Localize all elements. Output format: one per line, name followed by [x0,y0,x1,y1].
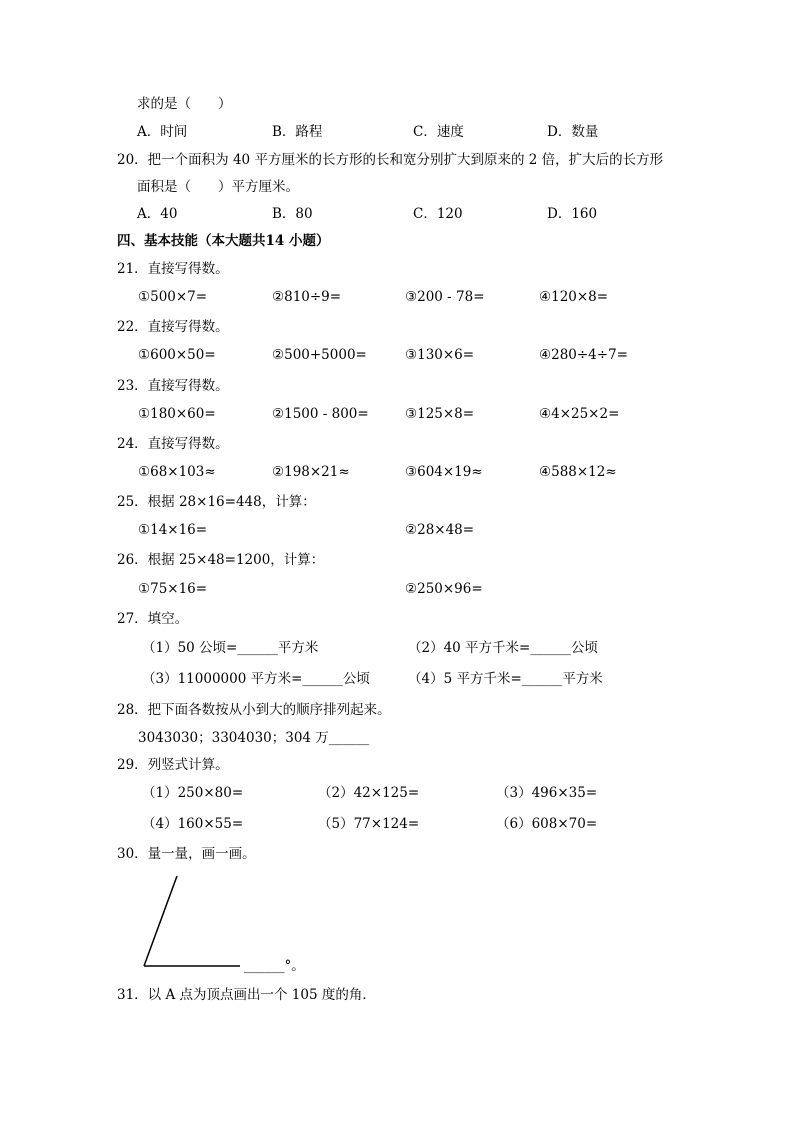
q28-numbers: 3043030；3304030；304 万______ [138,730,370,746]
q19-option-b: B．路程 [272,124,323,140]
section-heading: 四、基本技能（本大题共14 小题） [117,233,330,249]
q20-option-d: D．160 [547,206,598,222]
q20-line1: 20．把一个面积为 40 平方厘米的长方形的长和宽分别扩大到原来的 2 倍，扩大后的长方形 [117,152,664,168]
q30-stem: 30．量一量，画一画。 [117,846,256,862]
angle-figure [130,868,250,972]
q26-item-1: ①75×16= [138,581,208,597]
q28-stem: 28．把下面各数按从小到大的顺序排列起来。 [117,702,391,718]
q29-item-2: （2）42×125= [318,785,420,801]
q27-stem: 27．填空。 [117,611,189,627]
angle-ray-slanted [144,876,177,966]
q29-stem: 29．列竖式计算。 [117,757,229,773]
q19-option-a: A．时间 [137,124,188,140]
q29-item-5: （5）77×124= [318,816,420,832]
q26-item-2: ②250×96= [405,581,483,597]
q25-item-1: ①14×16= [138,522,208,538]
q27-item-3: （3）11000000 平方米=______公顷 [142,671,370,687]
q29-item-1: （1）250×80= [142,785,244,801]
q24-item-3: ③604×19≈ [405,464,483,480]
q24-item-1: ①68×103≈ [138,464,216,480]
q21-item-1: ①500×7= [138,289,208,305]
q27-item-1: （1）50 公顷=______平方米 [142,640,319,656]
q22-item-4: ④280÷4÷7= [539,347,628,363]
q23-item-1: ①180×60= [138,406,216,422]
q19-tail: 求的是（ ） [137,96,232,112]
q31-stem: 31．以 A 点为顶点画出一个 105 度的角． [117,987,376,1003]
q22-item-3: ③130×6= [405,347,475,363]
q22-stem: 22．直接写得数。 [117,319,229,335]
q29-item-3: （3）496×35= [496,785,598,801]
q20-option-a: A．40 [137,206,178,222]
q19-option-c: C．速度 [413,124,464,140]
q21-stem: 21．直接写得数。 [117,261,229,277]
q24-item-4: ④588×12≈ [539,464,617,480]
q27-item-4: （4）5 平方千米=______平方米 [408,671,603,687]
q23-item-3: ③125×8= [405,406,475,422]
q20-line2: 面积是（ ）平方厘米。 [137,179,299,195]
q20-option-b: B．80 [272,206,313,222]
q19-option-d: D．数量 [547,124,599,140]
q26-stem: 26．根据 25×48=1200，计算： [117,552,325,568]
q22-item-2: ②500+5000= [272,347,367,363]
q27-item-2: （2）40 平方千米=______公顷 [408,640,598,656]
q23-item-2: ②1500 - 800= [272,406,369,422]
q21-item-4: ④120×8= [539,289,609,305]
q25-item-2: ②28×48= [405,522,475,538]
q23-item-4: ④4×25×2= [539,406,620,422]
q21-item-2: ②810÷9= [272,289,342,305]
q24-stem: 24．直接写得数。 [117,436,229,452]
q25-stem: 25．根据 28×16=448，计算： [117,494,316,510]
q20-option-c: C．120 [413,206,463,222]
q21-item-3: ③200 - 78= [405,289,485,305]
q30-answer: ______°。 [244,958,305,974]
q23-stem: 23．直接写得数。 [117,378,229,394]
q29-item-6: （6）608×70= [496,816,598,832]
q29-item-4: （4）160×55= [142,816,244,832]
q24-item-2: ②198×21≈ [272,464,350,480]
q22-item-1: ①600×50= [138,347,216,363]
